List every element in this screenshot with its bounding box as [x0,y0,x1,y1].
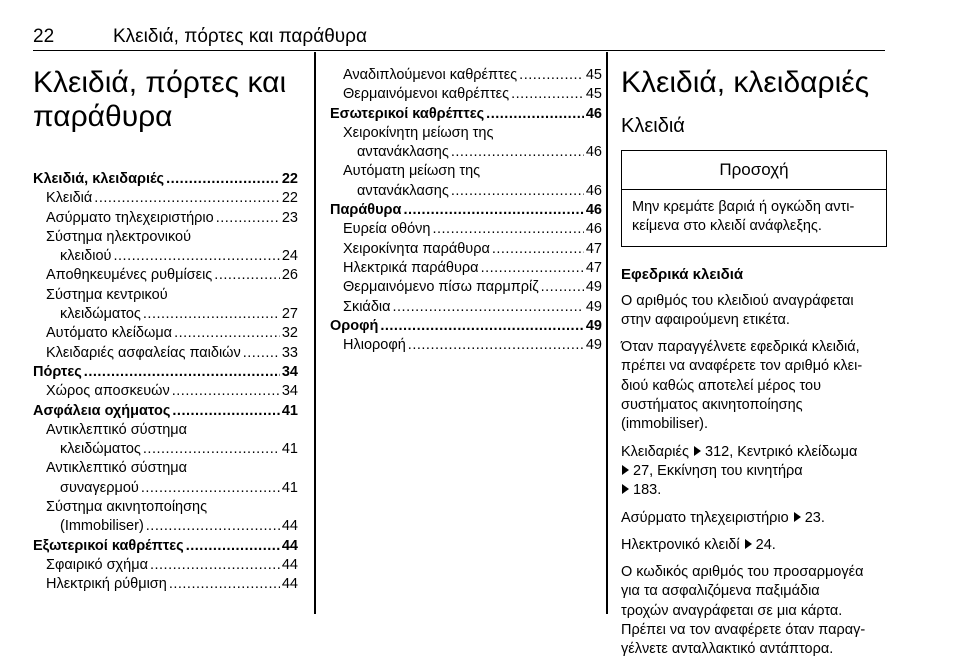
toc-column-2 [330,66,602,355]
section-title: Κλειδιά, κλειδαριές [621,66,870,99]
toc-entry-manual-windows[interactable]: Χειροκίνητα παράθυρα ..... 47 [330,240,602,259]
paragraph-wheel-nut-adapter [621,563,889,659]
toc-entry-keys-locks[interactable]: Κλειδιά, κλειδαριές ..... 22 [33,170,298,189]
text-line: διού καθώς αποτελεί μέρος του [621,377,822,394]
paragraph-electronic-key-ref [621,536,889,555]
text-line: Ασύρματο τηλεχειριστήριο [621,509,789,526]
page-header [33,14,885,51]
running-title: Κλειδιά, πόρτες και παράθυρα [113,26,367,47]
toc-entry-manual-antidazzle[interactable]: αντανάκλασης ..... 46 [330,143,602,162]
content-column [621,52,889,660]
paragraph-remote-control-ref [621,509,889,528]
toc-entry-power-windows[interactable]: Ηλεκτρικά παράθυρα ..... 47 [330,259,602,278]
subsection-title: Κλειδιά [621,115,685,137]
caution-title: Προσοχή [622,151,886,190]
toc-entry-roof[interactable]: Οροφή ..... 49 [330,317,602,336]
toc-entry-antitheft-alarm[interactable]: συναγερμού ..... 41 [33,479,298,498]
toc-entry-antitheft-alarm-line1[interactable]: Αντικλεπτικό σύστημα [46,460,188,477]
text-line: στην αφαιρούμενη ετικέτα. [621,311,790,328]
toc-entry-remote-control[interactable]: Ασύρματο τηλεχειριστήριο ..... 23 [33,209,298,228]
text-line: Ηλεκτρονικό κλειδί [621,536,740,553]
toc-entry-central-locking[interactable]: κλειδώματος ..... 27 [33,305,298,324]
paragraph-key-number [621,292,889,331]
toc-entry-windows[interactable]: Παράθυρα ..... 46 [330,201,602,220]
toc-entry-electronic-key-line1[interactable]: Σύστημα ηλεκτρονικού [46,228,192,245]
caution-line: κείμενα στο κλειδί ανάφλεξης. [632,218,822,235]
text-line: (immobiliser). [621,416,708,433]
text-line: γέλνετε ανταλλακτικό αντάπτορα. [621,641,834,658]
page-reference-link[interactable]: 27, Εκκίνηση του κινητήρα [633,462,803,479]
text-line: Ο αριθμός του κλειδιού αναγράφεται [621,292,854,309]
toc-entry-electric-adjustment[interactable]: Ηλεκτρική ρύθμιση ..... 44 [33,575,298,594]
toc-entry-folding-mirrors[interactable]: Αναδιπλούμενοι καθρέπτες ..... 45 [330,66,602,85]
caution-box [621,150,887,247]
page-reference-arrow-icon [745,539,752,549]
toc-entry-sunroof[interactable]: Ηλιοροφή ..... 49 [330,336,602,355]
toc-entry-load-compartment[interactable]: Χώρος αποσκευών ..... 34 [33,382,298,401]
text-line: Όταν παραγγέλνετε εφεδρικά κλειδιά, [621,339,860,356]
toc-entry-automatic-locking[interactable]: Αυτόματο κλείδωμα ..... 32 [33,324,298,343]
toc-entry-immobiliser[interactable]: (Immobiliser) ..... 44 [33,517,298,536]
toc-entry-keys[interactable]: Κλειδιά ..... 22 [33,189,298,208]
text-line: Πρέπει να τον αναφέρετε όταν παραγ- [621,622,866,639]
page-number: 22 [33,26,55,47]
toc-entry-auto-antidazzle-line1[interactable]: Αυτόματη μείωση της [343,163,481,180]
toc-entry-immobiliser-line1[interactable]: Σύστημα ακινητοποίησης [46,499,208,516]
toc-entry-central-locking-line1[interactable]: Σύστημα κεντρικού [46,286,168,303]
toc-entry-antitheft-locking-line1[interactable]: Αντικλεπτικό σύστημα [46,421,188,438]
page-reference-link[interactable]: 24. [755,536,776,553]
page-reference-arrow-icon [794,512,801,522]
column-divider-1 [314,52,316,614]
toc-column-1 [33,52,298,595]
chapter-title-line-2: παράθυρα [33,100,173,133]
toc-entry-interior-mirrors[interactable]: Εσωτερικοί καθρέπτες ..... 46 [330,105,602,124]
toc-entry-exterior-mirrors[interactable]: Εξωτερικοί καθρέπτες ..... 44 [33,537,298,556]
chapter-title-line-1: Κλειδιά, πόρτες και [33,66,287,99]
page-reference-arrow-icon [694,446,701,456]
text-line: Ο κωδικός αριθμός του προσαρμογέα [621,564,864,581]
toc-entry-heated-rear-window[interactable]: Θερμαινόμενο πίσω παρμπρίζ ..... 49 [330,278,602,297]
page-reference-link[interactable]: 23. [804,509,825,526]
spare-keys-heading: Εφεδρικά κλειδιά [621,265,744,283]
toc-entry-child-locks[interactable]: Κλειδαριές ασφαλείας παιδιών ..... 33 [33,344,298,363]
page-reference-arrow-icon [622,484,629,494]
toc-entry-doors[interactable]: Πόρτες ..... 34 [33,363,298,382]
toc-entry-antitheft-locking[interactable]: κλειδώματος ..... 41 [33,440,298,459]
text-line: Κλειδαριές [621,443,689,460]
toc-entry-auto-antidazzle[interactable]: αντανάκλασης ..... 46 [330,182,602,201]
toc-entry-sun-visors[interactable]: Σκιάδια ..... 49 [330,298,602,317]
toc-entry-heated-mirrors[interactable]: Θερμαινόμενοι καθρέπτες ..... 45 [330,85,602,104]
toc-entry-electronic-key[interactable]: κλειδιού ..... 24 [33,247,298,266]
text-line: πρέπει να αναφέρετε τον αριθμό κλει- [621,358,863,375]
text-line: για τα ασφαλιζόμενα παξιμάδια [621,583,820,600]
paragraph-ordering-keys [621,338,889,434]
chapter-title [33,66,298,134]
text-line: συστήματος ακινητοποίησης [621,397,803,414]
text-line: τροχών αναγράφεται σε μια κάρτα. [621,602,843,619]
toc-entry-vehicle-security[interactable]: Ασφάλεια οχήματος ..... 41 [33,402,298,421]
caution-line: Μην κρεμάτε βαριά ή ογκώδη αντι- [632,199,855,215]
page-reference-arrow-icon [622,465,629,475]
toc-entry-convex-shape[interactable]: Σφαιρικό σχήμα ..... 44 [33,556,298,575]
toc-entry-stored-settings[interactable]: Αποθηκευμένες ρυθμίσεις ..... 26 [33,266,298,285]
caution-text [622,190,886,246]
toc-entry-windscreen[interactable]: Ευρεία οθόνη ..... 46 [330,220,602,239]
toc-entry-manual-antidazzle-line1[interactable]: Χειροκίνητη μείωση της [343,124,494,141]
page-reference-link[interactable]: 312, Κεντρικό κλείδωμα [705,443,858,460]
page-reference-link[interactable]: 183. [633,482,662,499]
paragraph-cross-references [621,443,889,501]
column-divider-2 [606,52,608,614]
